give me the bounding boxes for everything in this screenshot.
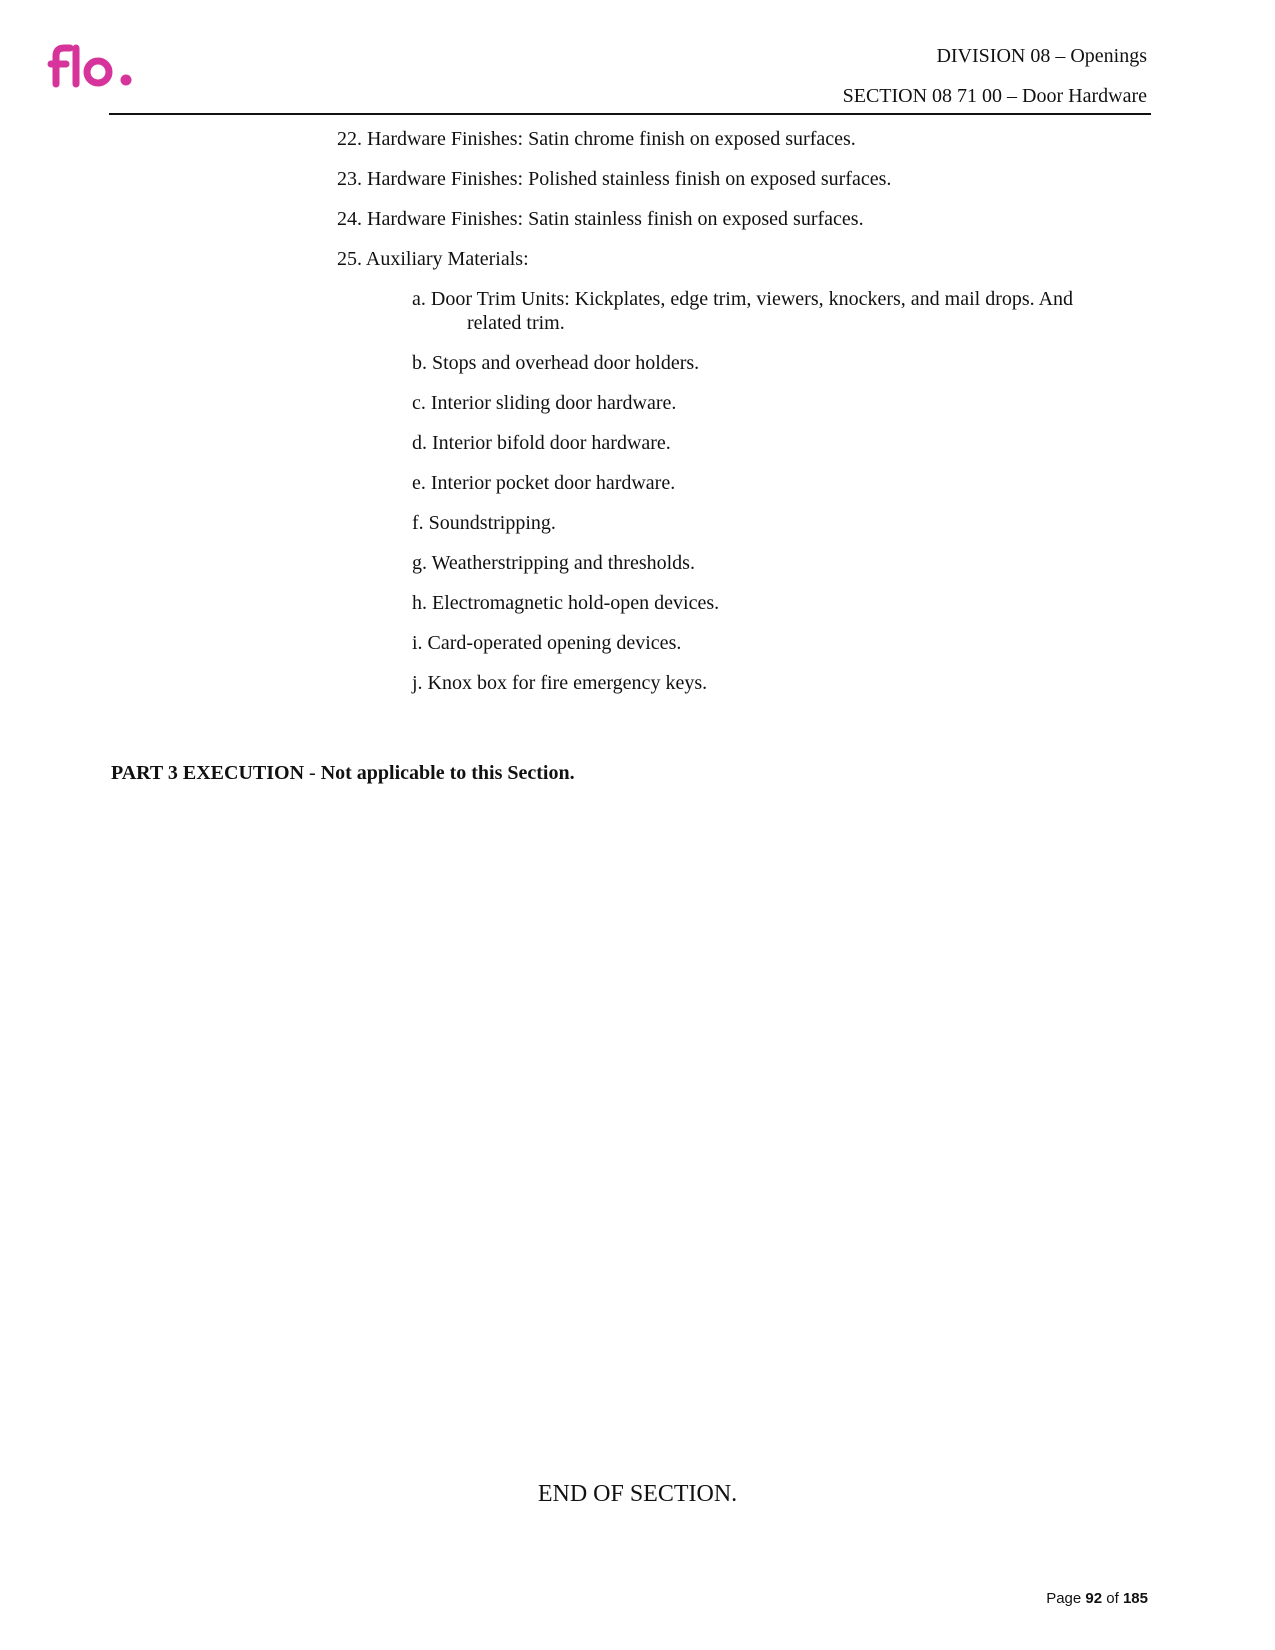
subitem-j: j. Knox box for fire emergency keys. (412, 672, 708, 694)
list-item-22: 22. Hardware Finishes: Satin chrome finish on exposed surfaces. (337, 128, 856, 150)
subitem-h: h. Electromagnetic hold-open devices. (412, 592, 720, 614)
list-item-24: 24. Hardware Finishes: Satin stainless finish on exposed surfaces. (337, 208, 864, 230)
end-of-section: END OF SECTION. (537, 1481, 738, 1507)
flo-logo (46, 40, 142, 88)
list-item-25: 25. Auxiliary Materials: (337, 248, 529, 270)
subitem-a-line2: related trim. (467, 312, 565, 334)
of-word: of (1106, 1590, 1119, 1607)
subitem-f: f. Soundstripping. (412, 512, 556, 534)
page-number: 92 (1085, 1590, 1103, 1607)
part3-dash: - (304, 762, 321, 784)
subitem-g: g. Weatherstripping and thresholds. (412, 552, 695, 574)
part3-label: PART 3 EXECUTION (111, 762, 305, 784)
subitem-c: c. Interior sliding door hardware. (412, 392, 677, 414)
list-item-23: 23. Hardware Finishes: Polished stainless finish on exposed surfaces. (337, 168, 892, 190)
page-footer (1046, 1590, 1148, 1607)
part3-note: Not applicable to this Section. (320, 762, 575, 784)
header-division: DIVISION 08 – Openings (936, 45, 1147, 67)
header-rule (109, 113, 1151, 115)
subitem-a-line1: a. Door Trim Units: Kickplates, edge trim, viewers, knockers, and mail drops. And (412, 288, 1074, 310)
subitem-i: i. Card-operated opening devices. (412, 632, 682, 654)
subitem-d: d. Interior bifold door hardware. (412, 432, 671, 454)
subitem-e: e. Interior pocket door hardware. (412, 472, 676, 494)
subitem-b: b. Stops and overhead door holders. (412, 352, 700, 374)
page-word: Page (1046, 1590, 1082, 1607)
header-section: SECTION 08 71 00 – Door Hardware (842, 85, 1147, 107)
subitem-a (412, 287, 1112, 335)
page-total: 185 (1122, 1590, 1148, 1607)
part3-heading (111, 762, 575, 785)
